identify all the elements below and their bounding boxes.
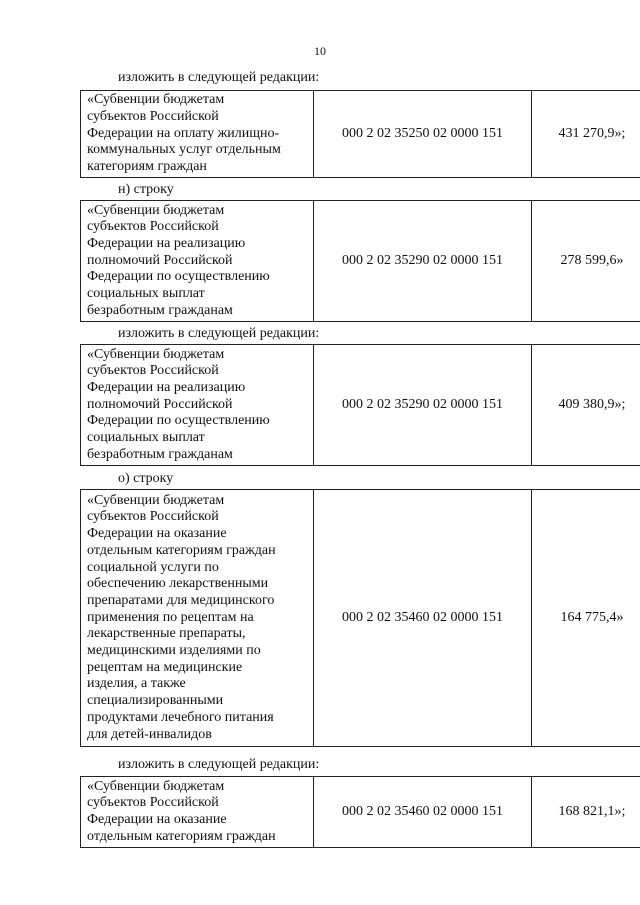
budget-code-cell: 000 2 02 35460 02 0000 151 [314,777,532,848]
description-line: «Субвенции бюджетам [87,492,225,508]
heading-instruction: о) строку [118,471,174,486]
description-line: Федерации на реализацию [87,379,246,395]
description-line: изделия, а также [87,676,186,692]
description-line: социальных выплат [87,286,205,302]
budget-code-cell: 000 2 02 35250 02 0000 151 [314,91,532,178]
amount-cell: 164 775,4» [532,490,640,747]
description-line: безработным гражданам [87,302,233,318]
description-line: применения по рецептам на [87,609,254,625]
description-line: субъектов Российской [87,509,219,525]
description-line: специализированными [87,693,224,709]
description-line: для детей-инвалидов [87,726,212,742]
description-line: обеспечению лекарственными [87,576,269,592]
description-line: коммунальных услуг отдельным [87,142,281,158]
description-line: субъектов Российской [87,108,219,124]
table-row [81,345,640,466]
table-row [81,777,640,848]
budget-code-cell: 000 2 02 35460 02 0000 151 [314,490,532,747]
description-cell [81,345,314,466]
description-line: категориям граждан [87,159,207,175]
description-line: социальной услуги по [87,559,219,575]
heading-instruction: изложить в следующей редакции: [118,326,320,341]
description-line: отдельным категориям граждан [87,542,276,558]
description-line: полномочий Российской [87,252,233,268]
description-line: продуктами лечебного питания [87,709,274,725]
description-line: Федерации на оказание [87,812,227,827]
description-line: Федерации по осуществлению [87,413,270,429]
table-row [81,91,640,178]
description-line: препаратами для медицинского [87,592,275,608]
amount-cell: 409 380,9»; [532,345,640,466]
description-cell [81,91,314,178]
budget-table [80,489,640,747]
table-row [81,201,640,322]
description-line: субъектов Российской [87,363,219,379]
budget-table [80,344,640,466]
budget-code-cell: 000 2 02 35290 02 0000 151 [314,345,532,466]
table-row [81,490,640,747]
description-line: лекарственные препараты, [87,626,246,642]
description-cell [81,201,314,322]
description-line: медицинскими изделиями по [87,643,261,659]
description-line: отдельным категориям граждан [87,828,276,844]
amount-cell: 431 270,9»; [532,91,640,178]
amount-cell: 168 821,1»; [532,777,640,848]
description-cell [81,490,314,747]
budget-table [80,90,640,178]
description-line: «Субвенции бюджетам [87,778,225,794]
description-cell [81,777,314,848]
description-line: субъектов Российской [87,795,219,811]
description-line: социальных выплат [87,430,205,446]
description-line: Федерации по осуществлению [87,269,270,285]
description-line: Федерации на оказание [87,526,227,542]
description-line: полномочий Российской [87,396,233,412]
budget-table [80,776,640,848]
description-line: безработным гражданам [87,446,233,462]
amount-cell: 278 599,6» [532,201,640,322]
description-line: «Субвенции бюджетам [87,346,225,362]
description-line: субъектов Российской [87,219,219,235]
description-line: Федерации на реализацию [87,235,246,251]
description-line: «Субвенции бюджетам [87,92,225,108]
page-number: 10 [314,44,326,58]
description-line: Федерации на оплату жилищно- [87,125,280,141]
heading-instruction: изложить в следующей редакции: [118,70,320,85]
budget-table [80,200,640,322]
description-line: «Субвенции бюджетам [87,202,225,218]
heading-instruction: н) строку [118,182,174,197]
budget-code-cell: 000 2 02 35290 02 0000 151 [314,201,532,322]
description-line: рецептам на медицинские [87,659,243,675]
heading-instruction: изложить в следующей редакции: [118,757,320,772]
